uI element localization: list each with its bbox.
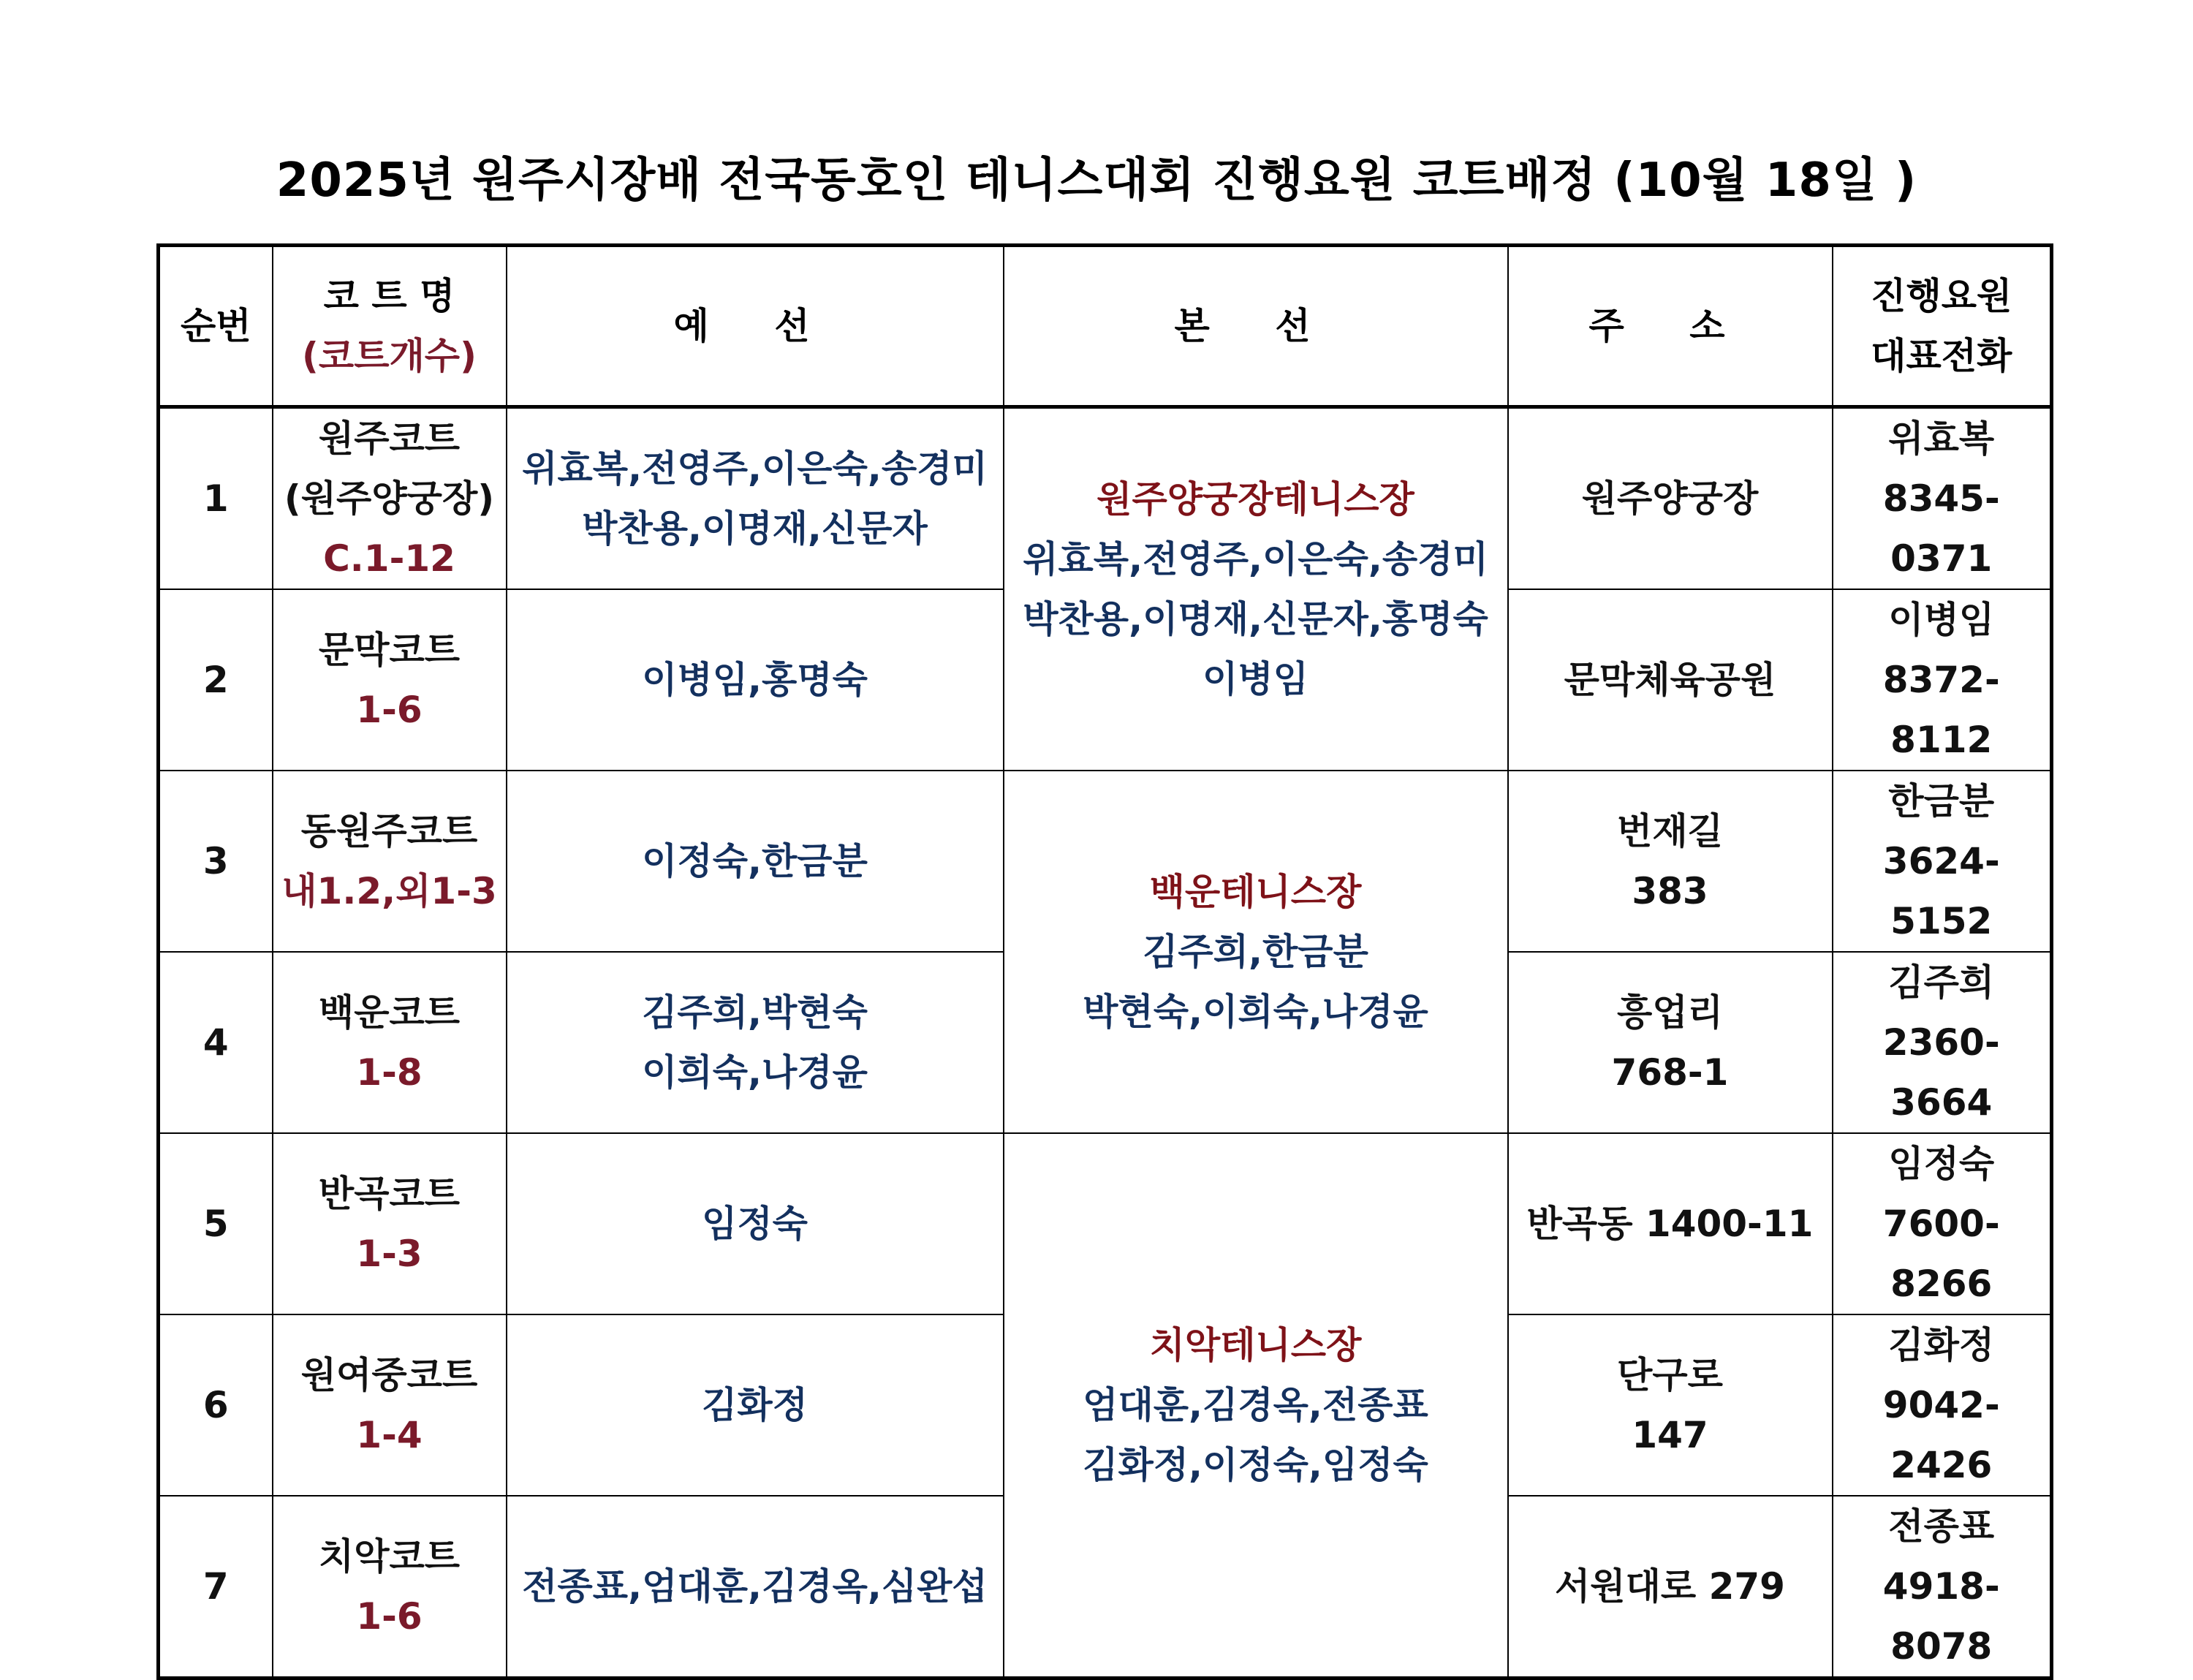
address-line: 문막체육공원 [1564, 659, 1776, 701]
court-count: 1-6 [356, 1595, 423, 1638]
court-name: 원여중코트 [300, 1354, 478, 1396]
prelim-cell [507, 589, 1004, 771]
court-cell [273, 1314, 507, 1496]
prelim-cell [507, 407, 1004, 590]
court-count: 내1.2,외1-3 [281, 870, 497, 912]
header-main: 본 선 [1004, 246, 1508, 407]
header-rep-line2: 대표전화 [1871, 335, 2012, 377]
court-cell [273, 407, 507, 590]
rep-cell [1833, 1314, 2052, 1496]
address-cell [1508, 1496, 1833, 1679]
row-number: 2 [159, 589, 273, 771]
header-court-count: (코트개수) [302, 335, 477, 377]
rep-name: 김화정 [1888, 1324, 1995, 1366]
address-cell [1508, 407, 1833, 590]
table-row [159, 407, 2052, 590]
main-group-cell [1004, 771, 1508, 1133]
rep-cell [1833, 771, 2052, 952]
court-count: 1-8 [356, 1051, 423, 1094]
main-group-cell [1004, 1133, 1508, 1679]
court-count: 1-4 [356, 1414, 423, 1456]
prelim-cell [507, 1314, 1004, 1496]
court-name: 반곡코트 [318, 1173, 461, 1215]
header-rep-line1: 진행요원 [1871, 275, 2012, 317]
rep-name: 이병임 [1888, 599, 1995, 641]
header-court [273, 246, 507, 407]
prelim-line: 김주희,박현숙 [642, 991, 868, 1034]
rep-cell [1833, 589, 2052, 771]
main-line: 박현숙,이희숙,나경윤 [1083, 991, 1428, 1033]
prelim-cell [507, 952, 1004, 1133]
row-number: 5 [159, 1133, 273, 1314]
address-line: 서원대로 279 [1555, 1565, 1785, 1608]
court-cell [273, 1133, 507, 1314]
prelim-line: 전종표,엄대훈,김경옥,심완섭 [522, 1565, 988, 1608]
prelim-line: 이희숙,나경윤 [642, 1051, 868, 1094]
rep-cell [1833, 407, 2052, 590]
address-line: 147 [1632, 1414, 1708, 1456]
rep-name: 김주희 [1888, 961, 1995, 1004]
court-cell [273, 1496, 507, 1679]
rep-cell [1833, 952, 2052, 1133]
main-venue: 치악테니스장 [1149, 1324, 1362, 1366]
prelim-line: 김화정 [702, 1384, 808, 1426]
court-name: 동원주코트 [300, 810, 478, 852]
address-line: 383 [1632, 870, 1708, 912]
main-line: 이병임 [1202, 658, 1308, 700]
address-cell [1508, 589, 1833, 771]
table-row [159, 1133, 2052, 1314]
address-line: 원주양궁장 [1581, 477, 1759, 520]
prelim-cell [507, 771, 1004, 952]
header-no: 순번 [159, 246, 273, 407]
court-name: 백운코트 [318, 991, 461, 1034]
main-venue: 원주양궁장테니스장 [1096, 478, 1414, 521]
rep-phone: 8372-8112 [1882, 659, 2000, 761]
rep-name: 위효복 [1888, 417, 1995, 460]
prelim-cell [507, 1496, 1004, 1679]
main-line: 박찬용,이명재,신문자,홍명숙 [1023, 598, 1488, 640]
prelim-cell [507, 1133, 1004, 1314]
header-address: 주 소 [1508, 246, 1833, 407]
court-assignment-table [156, 243, 2053, 1680]
court-cell [273, 952, 507, 1133]
prelim-line: 박찬용,이명재,신문자 [582, 507, 928, 550]
court-count: C.1-12 [323, 537, 455, 580]
row-number: 1 [159, 407, 273, 590]
rep-phone: 3624-5152 [1882, 840, 2000, 942]
rep-cell [1833, 1496, 2052, 1679]
main-line: 김주희,한금분 [1143, 931, 1368, 973]
rep-phone: 8345-0371 [1882, 477, 2000, 580]
prelim-line: 임정숙 [702, 1203, 808, 1245]
row-number: 4 [159, 952, 273, 1133]
court-name: 원주코트 [318, 417, 461, 460]
main-line: 김화정,이정숙,임정숙 [1083, 1444, 1428, 1486]
address-line: 반곡동 1400-11 [1526, 1203, 1814, 1245]
court-venue: (원주양궁장) [284, 477, 495, 520]
main-line: 엄대훈,김경옥,전종표 [1083, 1384, 1428, 1426]
rep-name: 임정숙 [1888, 1143, 1995, 1185]
address-cell [1508, 1133, 1833, 1314]
court-name: 치악코트 [318, 1535, 461, 1578]
rep-name: 한금분 [1888, 780, 1995, 822]
table-row [159, 771, 2052, 952]
main-venue: 백운테니스장 [1149, 871, 1362, 913]
header-prelim: 예 선 [507, 246, 1004, 407]
header-rep [1833, 246, 2052, 407]
prelim-line: 이병임,홍명숙 [642, 659, 868, 701]
address-cell [1508, 1314, 1833, 1496]
rep-name: 전종표 [1888, 1505, 1995, 1548]
court-name: 문막코트 [318, 629, 461, 671]
court-count: 1-6 [356, 689, 423, 731]
main-group-cell [1004, 407, 1508, 771]
rep-phone: 7600-8266 [1882, 1203, 2000, 1305]
court-cell [273, 771, 507, 952]
address-line: 번재길 [1617, 810, 1723, 852]
rep-phone: 4918-8078 [1882, 1565, 2000, 1668]
court-cell [273, 589, 507, 771]
address-line: 768-1 [1611, 1051, 1729, 1094]
address-line: 단구로 [1617, 1354, 1723, 1396]
address-line: 흥업리 [1617, 991, 1723, 1034]
row-number: 7 [159, 1496, 273, 1679]
prelim-line: 이정숙,한금분 [642, 840, 868, 882]
rep-cell [1833, 1133, 2052, 1314]
header-row [159, 246, 2052, 407]
header-court-name: 코 트 명 [323, 275, 455, 317]
rep-phone: 2360-3664 [1882, 1021, 2000, 1124]
address-cell [1508, 771, 1833, 952]
row-number: 6 [159, 1314, 273, 1496]
row-number: 3 [159, 771, 273, 952]
prelim-line: 위효복,전영주,이은숙,송경미 [522, 447, 988, 490]
court-count: 1-3 [356, 1233, 423, 1275]
address-cell [1508, 952, 1833, 1133]
page-title: 2025년 원주시장배 전국동호인 테니스대회 진행요원 코트배정 (10월 18일 ) [276, 154, 1917, 208]
rep-phone: 9042-2426 [1882, 1384, 2000, 1486]
main-line: 위효복,전영주,이은숙,송경미 [1023, 538, 1488, 580]
